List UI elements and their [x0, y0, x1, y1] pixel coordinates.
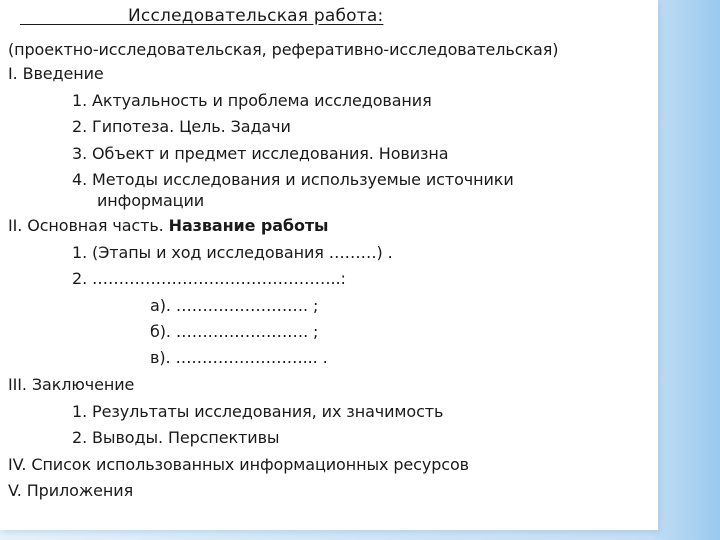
section-2-subitem-a: а). ……………………. ;	[150, 296, 319, 315]
section-2-heading	[8, 216, 328, 236]
section-2-subitem-b: б). ……………………. ;	[150, 322, 319, 341]
section-5-heading: V. Приложения	[8, 481, 134, 500]
section-1-heading: I. Введение	[8, 64, 104, 83]
page-title: Исследовательская работа:	[128, 6, 384, 26]
section-4-heading: IV. Список использованных информационных ресурсов	[8, 455, 469, 474]
section-2-heading-bold: Название работы	[168, 216, 329, 235]
background-glow	[650, 0, 720, 540]
section-1-item-4-continued: информации	[97, 191, 205, 210]
section-3-item-1: 1. Результаты исследования, их значимость	[72, 402, 444, 421]
section-2-subitem-c: в). ……………………... .	[150, 348, 328, 367]
section-3-item-2: 2. Выводы. Перспективы	[72, 428, 280, 447]
section-1-item-2: 2. Гипотеза. Цель. Задачи	[72, 117, 291, 136]
section-1-item-1: 1. Актуальность и проблема исследования	[72, 91, 432, 110]
section-1-item-3: 3. Объект и предмет исследования. Новизна	[72, 144, 449, 163]
section-2-item-1: 1. (Этапы и ход исследования ………) .	[72, 243, 393, 262]
title-block	[20, 6, 383, 30]
subtitle: (проектно-исследовательская, реферативно-исследовательская)	[8, 40, 559, 59]
section-1-item-4: 4. Методы исследования и используемые источники	[72, 170, 514, 189]
section-2-item-2: 2. ………………………………………..:	[72, 269, 346, 288]
section-3-heading: III. Заключение	[8, 375, 135, 394]
title-rule	[20, 6, 128, 25]
section-2-heading-prefix: II. Основная часть.	[8, 216, 164, 235]
